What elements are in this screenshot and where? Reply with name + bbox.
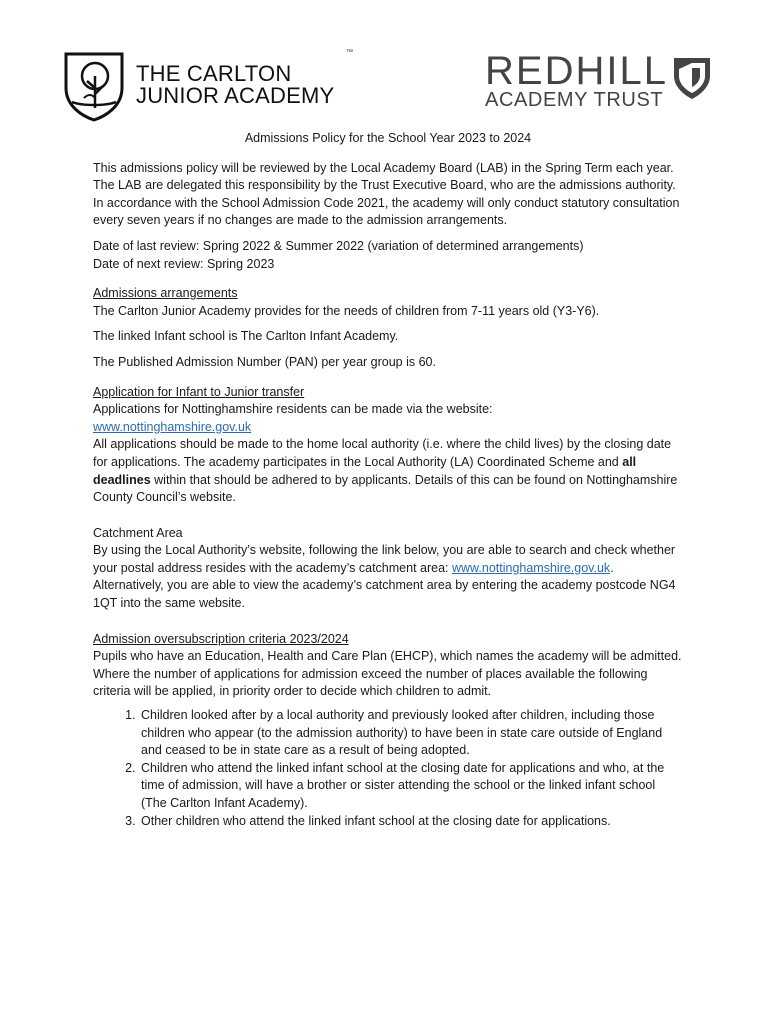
- transfer-p1: Applications for Nottinghamshire residents can be made via the website:: [93, 402, 493, 417]
- list-item: 2. Children who attend the linked infant school at the closing date for applications and who, at the time of admission, will have a brother or sister attending the school or the linked infant school (The Carlton Infant Academy).: [139, 760, 683, 813]
- document-body: [93, 130, 683, 830]
- next-review: Date of next review: Spring 2023: [93, 256, 275, 271]
- school-crest-icon: [62, 48, 126, 122]
- trademark-symbol: ™: [346, 49, 353, 56]
- arrangements-p1: The Carlton Junior Academy provides for the needs of children from 7-11 years old (Y3-Y6).: [93, 303, 600, 318]
- catchment-website-link[interactable]: www.nottinghamshire.gov.uk: [452, 560, 611, 575]
- criteria-list: [93, 707, 683, 830]
- redhill-logo: [485, 49, 714, 111]
- transfer-website-link[interactable]: www.nottinghamshire.gov.uk: [93, 419, 252, 434]
- arrangements-p2: The linked Infant school is The Carlton Infant Academy.: [93, 329, 399, 344]
- last-review: Date of last review: Spring 2022 & Summer 2022 (variation of determined arrangements): [93, 238, 584, 253]
- document-title: Admissions Policy for the School Year 2023 to 2024: [244, 131, 532, 145]
- oversubscription-heading: Admission oversubscription criteria 2023/2024: [93, 631, 349, 646]
- oversubscription-p1: Pupils who have an Education, Health and Care Plan (EHCP), which names the academy will be admitted. Where the number of applications for admission exceed the number of places available the following criteria will be applied, in priority order to decide which children to admit.: [93, 649, 682, 699]
- carlton-logo: [62, 48, 334, 122]
- intro-paragraph: This admissions policy will be reviewed by the Local Academy Board (LAB) in the Spring Term each year. The LAB are delegated this responsibility by the Trust Executive Board, who are the admissions authority. In accordance with the School Admission Code 2021, the academy will only conduct statutory consultation every seven years if no changes are made to the admission arrangements.: [93, 160, 680, 228]
- deadlines-emphasis: all deadlines: [93, 454, 637, 487]
- redhill-subtitle: ACADEMY TRUST: [485, 89, 664, 111]
- transfer-heading: Application for Infant to Junior transfer: [93, 384, 305, 399]
- shield-icon: [670, 54, 714, 102]
- logo-line-2: JUNIOR ACADEMY: [136, 83, 335, 108]
- transfer-p2: All applications should be made to the home local authority (i.e. where the child lives) by the closing date for applications. The academy participates in the Local Authority (LA) Coordinated Scheme and all deadlines within that should be adhered to by applicants. Details of this can be found on Nottinghamshire County Council’s website.: [93, 437, 678, 505]
- catchment-heading: Catchment Area: [93, 525, 183, 540]
- logo-line-1: THE CARLTON: [136, 61, 292, 86]
- arrangements-p3: The Published Admission Number (PAN) per year group is 60.: [93, 354, 436, 369]
- list-item: 3. Other children who attend the linked infant school at the closing date for applications.: [139, 813, 683, 831]
- catchment-p1: By using the Local Authority’s website, following the link below, you are able to search and check whether your postal address resides with the academy’s catchment area: www.nottinghamshire.gov.uk. Alternatively, you are able to view the academy’s catchment area by entering the academy postcode NG4 1QT into the same website.: [93, 543, 676, 611]
- redhill-title: REDHILL: [485, 49, 668, 93]
- list-item: 1. Children looked after by a local authority and previously looked after children, including those children who appear (to the admission authority) to have been in state care outside of England and ceased to be in state care as a result of being adopted.: [139, 707, 683, 760]
- arrangements-heading: Admissions arrangements: [93, 286, 238, 301]
